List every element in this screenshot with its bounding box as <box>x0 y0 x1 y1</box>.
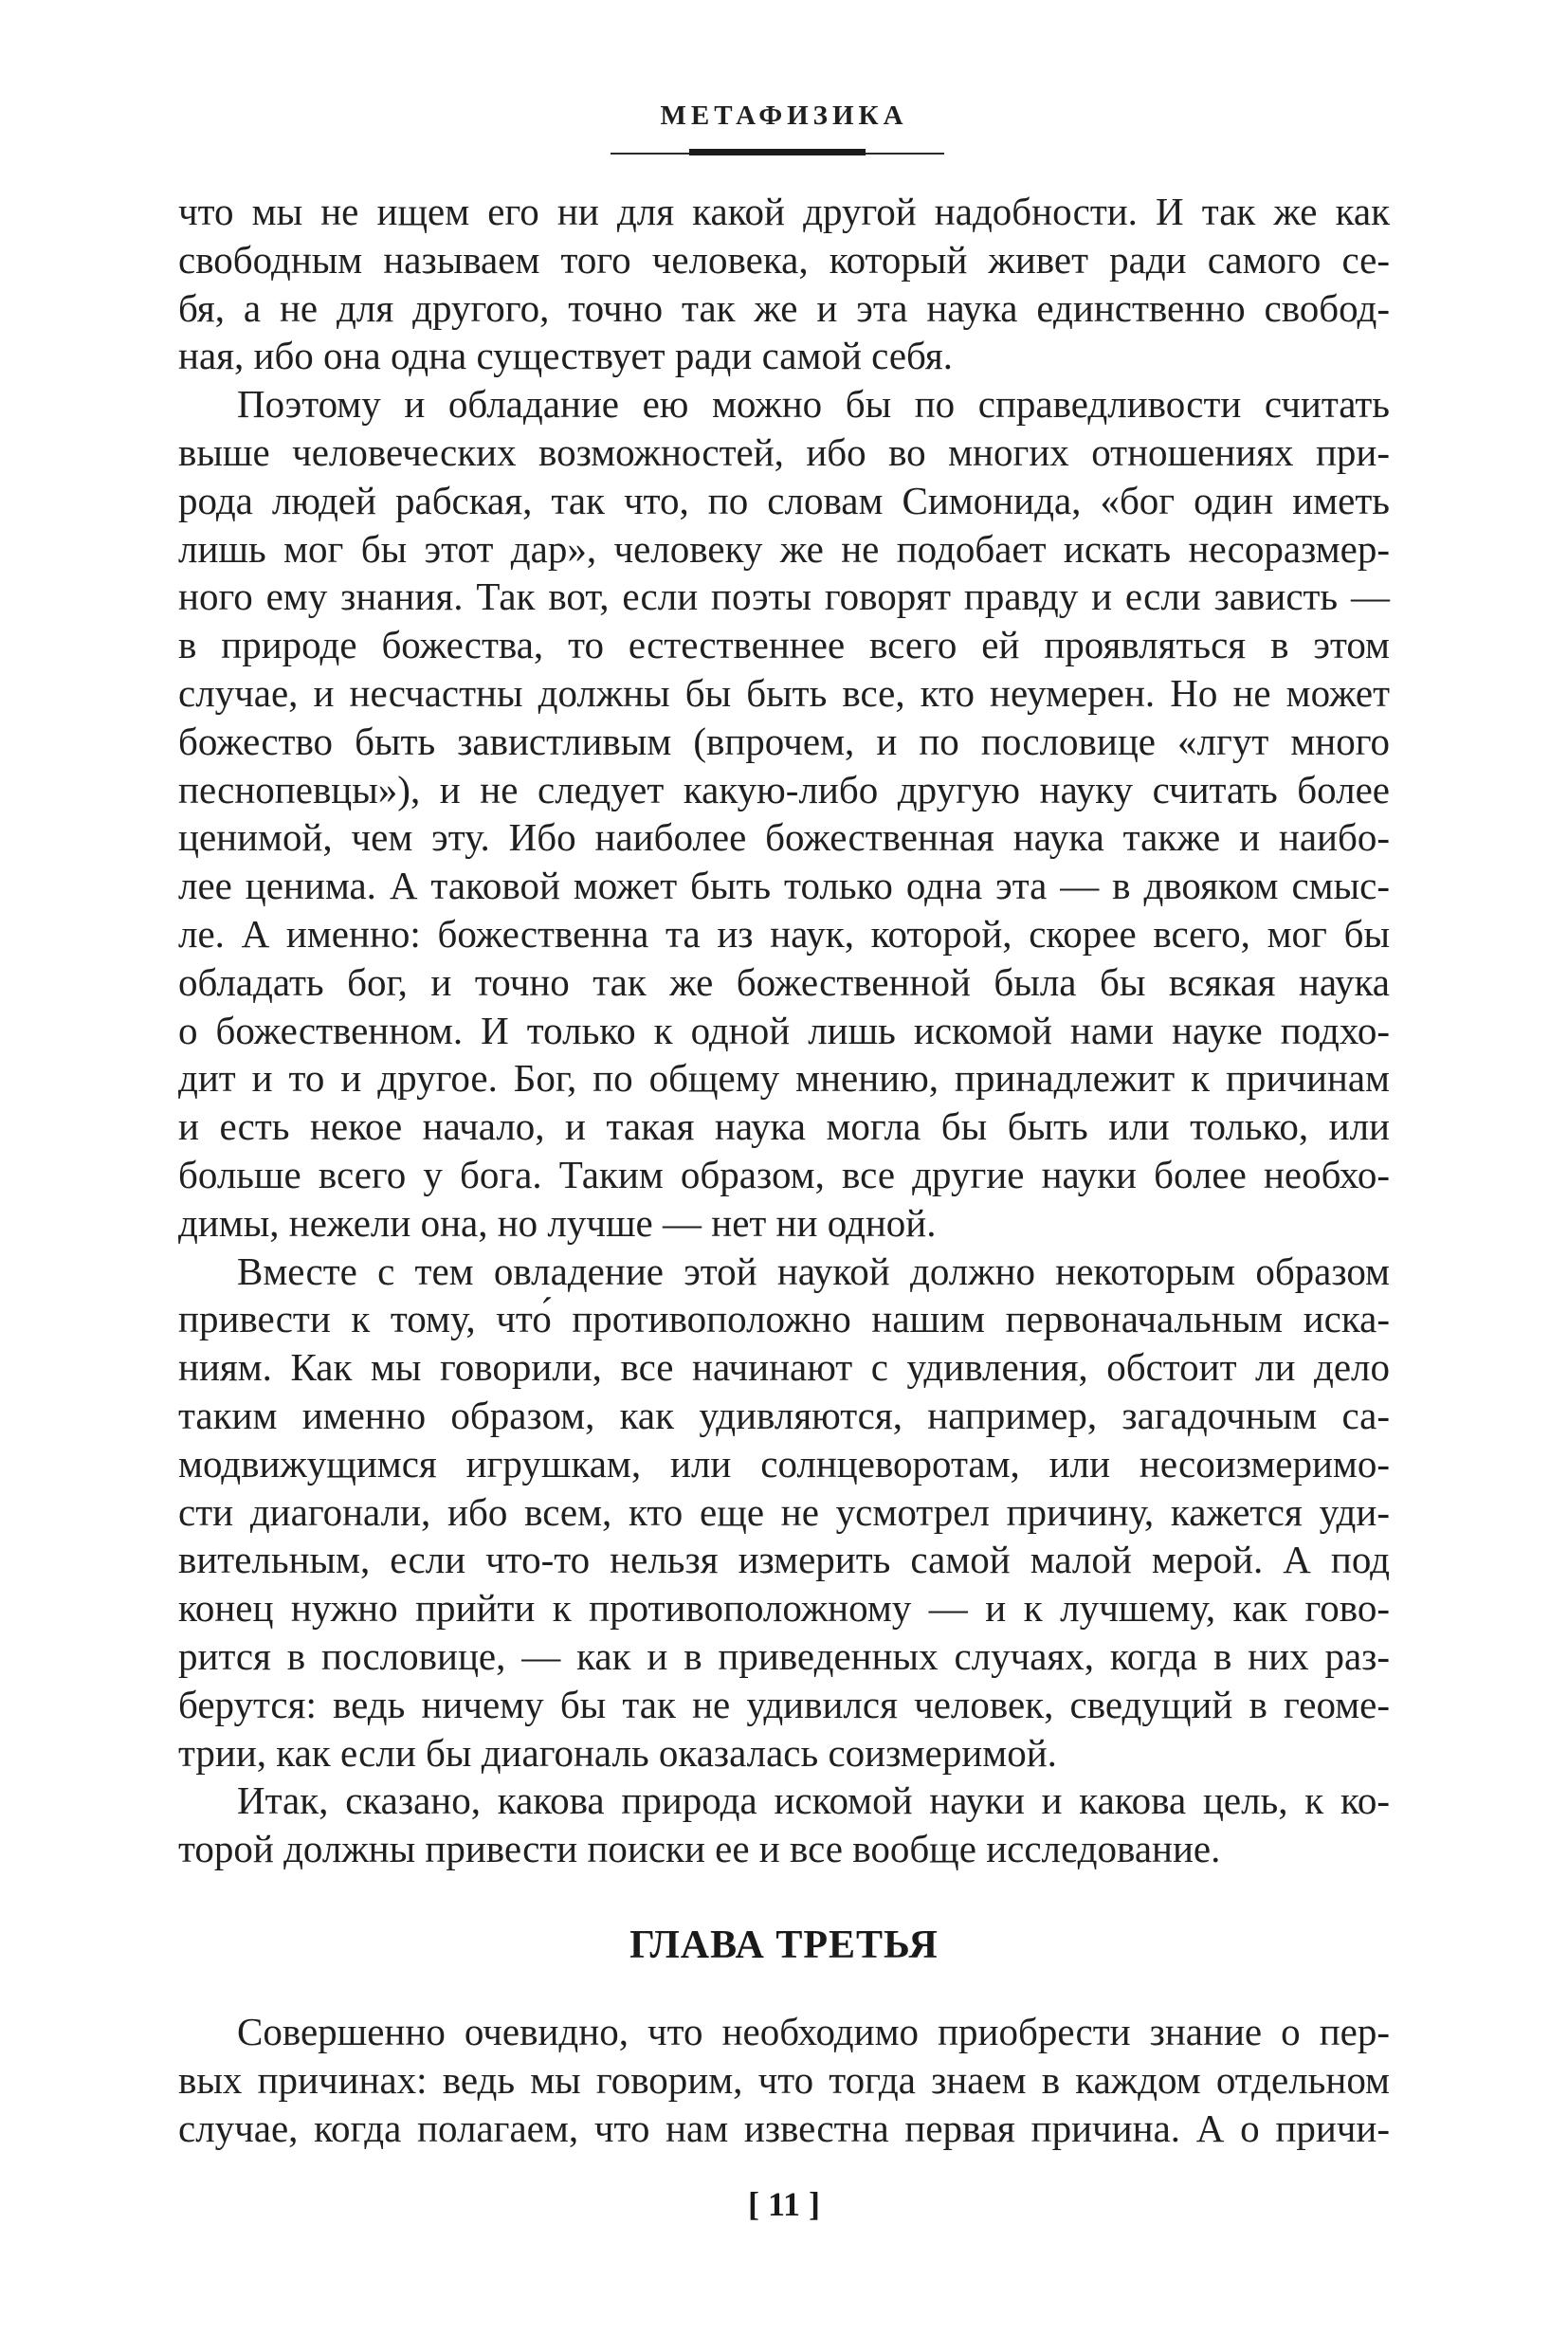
text-line: выше человеческих возможностей, ибо во многих отношениях при- <box>178 429 1390 474</box>
text-line: вительным, если что-то нельзя измерить самой малой мерой. А под <box>178 1538 1390 1582</box>
text-line: Поэтому и обладание ею можно бы по справедливости считать <box>237 382 1390 427</box>
text-line: модвижущимся игрушкам, или солнцеворотам, или несоизмеримо- <box>178 1441 1390 1486</box>
text-line: рится в пословице, — как и в приведенных случаях, когда в них раз- <box>178 1633 1390 1678</box>
page-number: [ 11 ] <box>748 2185 820 2223</box>
text-line: что мы не ищем его ни для какой другой надобности. И так же как <box>178 190 1390 233</box>
header-rule-accent <box>689 149 866 155</box>
text-line: Итак, сказано, какова природа искомой науки и какова цель, к ко- <box>237 1778 1390 1823</box>
text-line: дит и то и другое. Бог, по общему мнению, принадлежит к причинам <box>178 1056 1390 1101</box>
text-line: случае, когда полагаем, что нам известна первая причина. А о причи- <box>178 2106 1390 2150</box>
text-line: о божественном. И только к одной лишь искомой нами науке подхо- <box>178 1008 1390 1052</box>
text-line: привести к тому, что́ противоположно нашим первоначальным иска- <box>178 1297 1390 1341</box>
text-line: конец нужно прийти к противоположному — и к лучшему, как гово- <box>178 1586 1390 1631</box>
text-line: больше всего у бога. Таким образом, все другие науки более необхо- <box>178 1152 1390 1196</box>
text-line: Вместе с тем овладение этой наукой должно некоторым образом <box>237 1249 1390 1293</box>
running-head: МЕТАФИЗИКА <box>660 100 908 131</box>
text-line: обладать бог, и точно так же божественной была бы всякая наука <box>178 959 1390 1004</box>
text-line: ниям. Как мы говорили, все начинают с удивления, обстоит ли дело <box>178 1345 1390 1390</box>
text-line: ценимой, чем эту. Ибо наиболее божественная наука также и наибо- <box>178 815 1390 860</box>
text-line: и есть некое начало, и такая наука могла бы быть или только, или <box>178 1104 1390 1149</box>
text-line: торой должны привести поиски ее и все вообще исследование. <box>178 1827 1221 1871</box>
text-line: божество быть завистливым (впрочем, и по пословице «лгут много <box>178 719 1390 763</box>
text-line: сти диагонали, ибо всем, кто еще не усмотрел причину, кажется уди- <box>178 1489 1390 1534</box>
text-line: бя, а не для другого, точно так же и эта наука единственно свобод- <box>178 285 1390 330</box>
text-line: ная, ибо она одна существует ради самой себя. <box>178 334 953 378</box>
body-text <box>178 188 1390 1873</box>
text-line: Совершенно очевидно, что необходимо приобрести знание о пер- <box>237 2010 1390 2053</box>
text-line: в природе божества, то естественнее всего ей проявляться в этом <box>178 623 1390 667</box>
text-line: рода людей рабская, так что, по словам Симонида, «бог один иметь <box>178 478 1390 522</box>
chapter-title: ГЛАВА ТРЕТЬЯ <box>629 1924 939 1967</box>
text-line: лее ценима. А таковой может быть только одна эта — в двояком смыс- <box>178 864 1390 908</box>
text-line: димы, нежели она, но лучше — нет ни одной. <box>178 1200 937 1245</box>
text-line: трии, как если бы диагональ оказалась соизмеримой. <box>178 1730 1057 1775</box>
text-line: ле. А именно: божественна та из наук, которой, скорее всего, мог бы <box>178 911 1390 956</box>
text-line: ного ему знания. Так вот, если поэты говорят правду и если зависть — <box>178 574 1390 619</box>
text-line: вых причинах: ведь мы говорим, что тогда знаем в каждом отдельном <box>178 2057 1390 2102</box>
text-line: берутся: ведь ничему бы так не удивился человек, сведущий в геоме- <box>178 1682 1390 1726</box>
text-line: таким именно образом, как удивляются, например, загадочным са- <box>178 1393 1390 1437</box>
text-line: лишь мог бы этот дар», человеку же не подобает искать несоразмер- <box>178 526 1390 571</box>
text-line: песнопевцы»), и не следует какую-либо другую науку считать более <box>178 767 1390 811</box>
body-text-chapter <box>178 2008 1390 2152</box>
text-line: свободным называем того человека, который живет ради самого се- <box>178 237 1390 282</box>
text-line: случае, и несчастны должны бы быть все, кто неумерен. Но не может <box>178 670 1390 715</box>
